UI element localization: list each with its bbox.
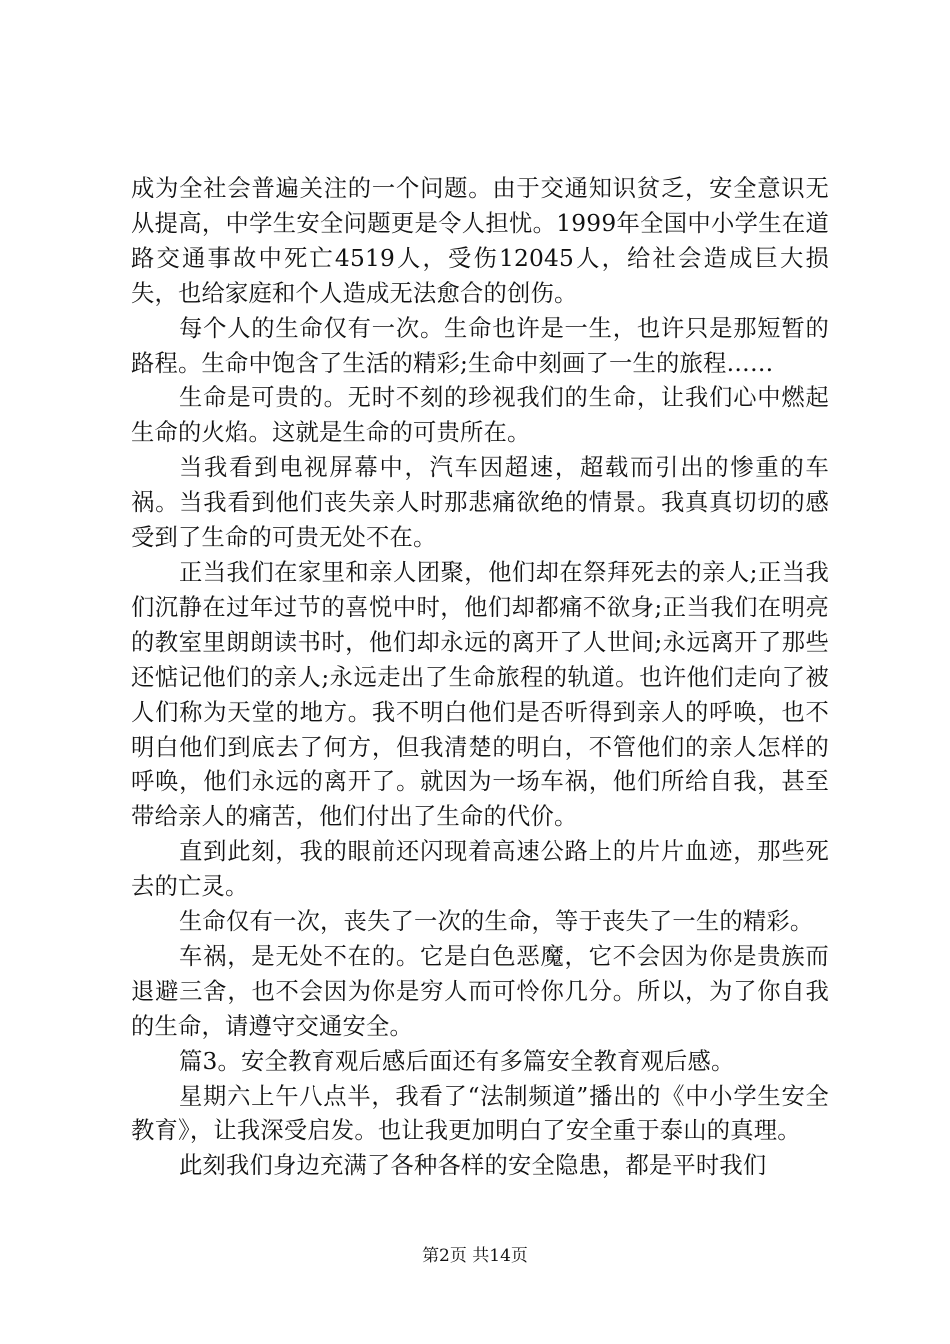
paragraph-10: 星期六上午八点半，我看了“法制频道”播出的《中小学生安全教育》，让我深受启发。也让我更加明白了安全重于泰山的真理。 — [131, 1082, 829, 1145]
paragraph-8: 车祸，是无处不在的。它是白色恶魔，它不会因为你是贵族而退避三舍，也不会因为你是穷人而可怜你几分。所以，为了你自我的生命，请遵守交通安全。 — [131, 942, 829, 1040]
paragraph-6: 直到此刻，我的眼前还闪现着高速公路上的片片血迹，那些死去的亡灵。 — [131, 838, 829, 901]
paragraph-7: 生命仅有一次，丧失了一次的生命，等于丧失了一生的精彩。 — [179, 908, 814, 936]
document-body — [131, 172, 829, 1184]
paragraph-3: 生命是可贵的。无时不刻的珍视我们的生命，让我们心中燃起生命的火焰。这就是生命的可贵所在。 — [131, 384, 829, 447]
paragraph-9: 篇3。安全教育观后感后面还有多篇安全教育观后感。 — [179, 1047, 735, 1075]
paragraph-2: 每个人的生命仅有一次。生命也许是一生，也许只是那短暂的路程。生命中饱含了生活的精彩;生命中刻画了一生的旅程…… — [131, 314, 829, 377]
paragraph-11: 此刻我们身边充满了各种各样的安全隐患，都是平时我们 — [179, 1152, 767, 1180]
paragraph-1: 成为全社会普遍关注的一个问题。由于交通知识贫乏，安全意识无从提高，中学生安全问题更是令人担忧。1999年全国中小学生在道路交通事故中死亡4519人，受伤12045人，给社会造成巨大损失，也给家庭和个人造成无法愈合的创伤。 — [131, 175, 829, 307]
paragraph-4: 当我看到电视屏幕中，汽车因超速，超载而引出的惨重的车祸。当我看到他们丧失亲人时那悲痛欲绝的情景。我真真切切的感受到了生命的可贵无处不在。 — [131, 454, 829, 552]
page-number-footer: 第2页 共14页 — [422, 1246, 528, 1266]
paragraph-5: 正当我们在家里和亲人团聚，他们却在祭拜死去的亲人;正当我们沉静在过年过节的喜悦中时，他们却都痛不欲身;正当我们在明亮的教室里朗朗读书时，他们却永远的离开了人世间;永远离开了那些还惦记他们的亲人;永远走出了生命旅程的轨道。也许他们走向了被人们称为天堂的地方。我不明白他们是否听得到亲人的呼唤，也不明白他们到底去了何方，但我清楚的明白，不管他们的亲人怎样的呼唤，他们永远的离开了。就因为一场车祸，他们所给自我，甚至带给亲人的痛苦，他们付出了生命的代价。 — [131, 558, 829, 831]
